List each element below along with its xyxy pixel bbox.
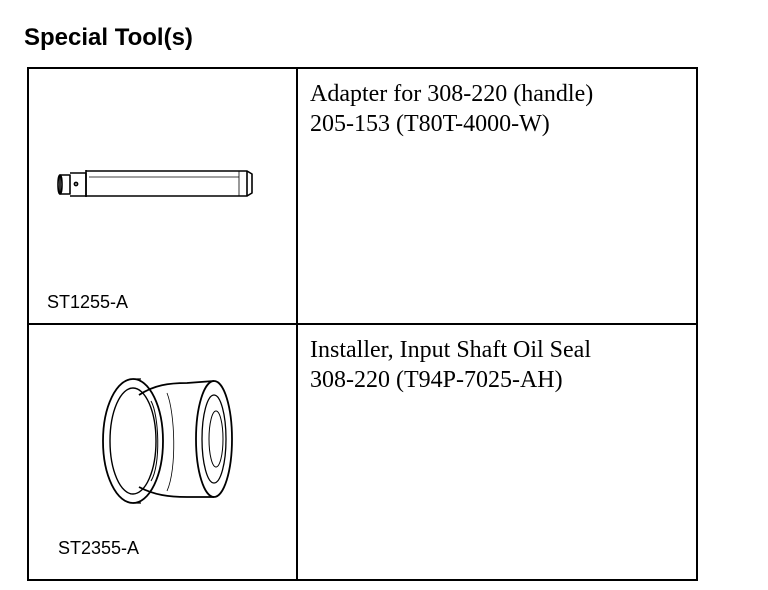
special-tools-table <box>27 67 698 581</box>
tool-description: Installer, Input Shaft Oil Seal <box>310 337 591 363</box>
table-row <box>28 324 697 580</box>
table-row <box>28 68 697 324</box>
tool-illustration-cell <box>28 324 297 580</box>
illustration-code: ST1255-A <box>47 292 129 312</box>
tool-description: Adapter for 308-220 (handle) <box>310 81 594 107</box>
adapter-shaft-icon <box>29 69 296 323</box>
illustration-code: ST2355-A <box>58 538 140 558</box>
tool-part-number: 205-153 (T80T-4000-W) <box>310 111 550 137</box>
tool-part-number: 308-220 (T94P-7025-AH) <box>310 367 563 393</box>
tool-description-cell <box>297 68 697 324</box>
tool-description-cell <box>297 324 697 580</box>
page-title: Special Tool(s) <box>24 24 193 51</box>
tool-illustration-cell <box>28 68 297 324</box>
